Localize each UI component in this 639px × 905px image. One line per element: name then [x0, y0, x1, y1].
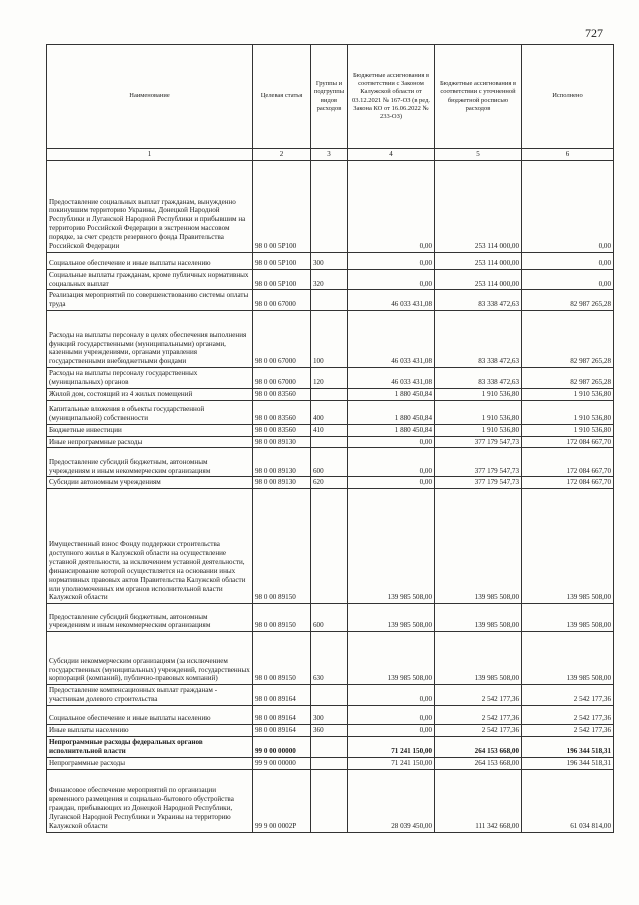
table-row: [47, 632, 614, 685]
row-name-cell: Бюджетные инвестиции: [47, 424, 253, 436]
row-executed-cell: 1 910 536,80: [522, 400, 614, 424]
row-target-article-cell: 98 0 00 67000: [253, 311, 311, 368]
row-target-article-cell: 98 0 00 83560: [253, 388, 311, 400]
row-refined-allocation-cell: 139 985 508,00: [435, 632, 522, 685]
table-row: [47, 736, 614, 757]
table-row: [47, 400, 614, 424]
row-name-cell: Социальное обеспечение и иные выплаты населению: [47, 706, 253, 725]
row-target-article-cell: 98 0 00 89150: [253, 604, 311, 632]
row-name-cell: Субсидии некоммерческим организациям (за исключением государственных (муниципальных) учреждений, государственных корпораций (компаний), публично-правовых компаний): [47, 632, 253, 685]
row-law-allocation-cell: 0,00: [348, 685, 435, 706]
row-law-allocation-cell: 0,00: [348, 252, 435, 269]
column-number: 4: [348, 149, 435, 161]
row-executed-cell: 82 987 265,28: [522, 368, 614, 389]
row-refined-allocation-cell: 377 179 547,73: [435, 436, 522, 448]
column-number: 6: [522, 149, 614, 161]
row-name-cell: Предоставление компенсационных выплат гражданам - участникам долевого строительства: [47, 685, 253, 706]
row-law-allocation-cell: 139 985 508,00: [348, 604, 435, 632]
row-executed-cell: 1 910 536,80: [522, 424, 614, 436]
row-target-article-cell: 98 0 00 83560: [253, 424, 311, 436]
table-row: [47, 757, 614, 769]
row-name-cell: Расходы на выплаты персоналу государственных (муниципальных) органов: [47, 368, 253, 389]
table-row: [47, 489, 614, 604]
row-target-article-cell: 98 0 00 5P100: [253, 252, 311, 269]
row-executed-cell: 139 985 508,00: [522, 632, 614, 685]
row-refined-allocation-cell: 377 179 547,73: [435, 477, 522, 489]
table-row: [47, 706, 614, 725]
row-name-cell: Имущественный взнос Фонду поддержки строительства доступного жилья в Калужской области на осуществление уставной деятельности, за исключением уставной деятельности, финансирование которой осуществляется на основании иных нормативных правовых актов Правительства Калужской области или уполномоченных им органов исполнительной власти Калужской области: [47, 489, 253, 604]
row-executed-cell: 82 987 265,28: [522, 290, 614, 311]
row-target-article-cell: 99 9 00 00000: [253, 757, 311, 769]
row-law-allocation-cell: 0,00: [348, 448, 435, 477]
row-name-cell: Финансовое обеспечение мероприятий по организации временного размещения и социально-бытового обустройства граждан, прибывающих из Донецкой Народной Республики, Луганской Народной Республики и Украины на территорию Калужской области: [47, 769, 253, 832]
row-refined-allocation-cell: 1 910 536,80: [435, 400, 522, 424]
row-name-cell: Социальное обеспечение и иные выплаты населению: [47, 252, 253, 269]
table-row: [47, 685, 614, 706]
row-expense-group-cell: [311, 436, 348, 448]
row-name-cell: Непрограммные расходы федеральных органов исполнительной власти: [47, 736, 253, 757]
table-row: [47, 388, 614, 400]
row-law-allocation-cell: 0,00: [348, 160, 435, 252]
row-law-allocation-cell: 0,00: [348, 436, 435, 448]
row-refined-allocation-cell: 139 985 508,00: [435, 604, 522, 632]
column-number: 5: [435, 149, 522, 161]
row-executed-cell: 196 344 518,31: [522, 736, 614, 757]
column-number: 1: [47, 149, 253, 161]
table-row: [47, 160, 614, 252]
row-refined-allocation-cell: 1 910 536,80: [435, 424, 522, 436]
row-target-article-cell: 98 0 00 83560: [253, 400, 311, 424]
row-executed-cell: 0,00: [522, 252, 614, 269]
row-law-allocation-cell: 1 880 450,84: [348, 388, 435, 400]
row-target-article-cell: 99 9 00 0002P: [253, 769, 311, 832]
row-expense-group-cell: [311, 388, 348, 400]
row-law-allocation-cell: 28 039 450,00: [348, 769, 435, 832]
column-number: 2: [253, 149, 311, 161]
table-row: [47, 424, 614, 436]
row-refined-allocation-cell: 83 338 472,63: [435, 311, 522, 368]
row-target-article-cell: 98 0 00 89164: [253, 725, 311, 737]
row-executed-cell: 0,00: [522, 160, 614, 252]
header-executed: Исполнено: [522, 45, 614, 149]
row-law-allocation-cell: 46 033 431,08: [348, 368, 435, 389]
row-refined-allocation-cell: 2 542 177,36: [435, 706, 522, 725]
row-executed-cell: 172 084 667,70: [522, 436, 614, 448]
row-expense-group-cell: [311, 290, 348, 311]
row-refined-allocation-cell: 83 338 472,63: [435, 368, 522, 389]
table-row: [47, 604, 614, 632]
row-executed-cell: 0,00: [522, 269, 614, 290]
header-expense-group: Группы и подгруппы видов расходов: [311, 45, 348, 149]
table-row: [47, 436, 614, 448]
row-law-allocation-cell: 46 033 431,08: [348, 311, 435, 368]
row-expense-group-cell: 620: [311, 477, 348, 489]
row-expense-group-cell: 360: [311, 725, 348, 737]
row-expense-group-cell: 100: [311, 311, 348, 368]
row-expense-group-cell: 600: [311, 604, 348, 632]
row-expense-group-cell: 120: [311, 368, 348, 389]
row-target-article-cell: 98 0 00 89130: [253, 448, 311, 477]
row-expense-group-cell: 300: [311, 252, 348, 269]
row-refined-allocation-cell: 2 542 177,36: [435, 725, 522, 737]
row-executed-cell: 82 987 265,28: [522, 311, 614, 368]
row-expense-group-cell: 600: [311, 448, 348, 477]
table-row: [47, 769, 614, 832]
column-number: 3: [311, 149, 348, 161]
row-executed-cell: 172 084 667,70: [522, 448, 614, 477]
row-executed-cell: 139 985 508,00: [522, 604, 614, 632]
table-body: [47, 160, 614, 832]
row-target-article-cell: 98 0 00 5P100: [253, 160, 311, 252]
row-target-article-cell: 98 0 00 67000: [253, 290, 311, 311]
row-executed-cell: 139 985 508,00: [522, 489, 614, 604]
header-refined-allocation: Бюджетные ассигнования в соответствии с уточненной бюджетной росписью расходов: [435, 45, 522, 149]
header-law-allocation: Бюджетные ассигнования в соответствии с Законом Калужской области от 03.12.2021 № 167-ОЗ (в ред. Закона КО от 16.06.2022 № 233-ОЗ): [348, 45, 435, 149]
row-executed-cell: 61 034 814,00: [522, 769, 614, 832]
row-name-cell: Расходы на выплаты персоналу в целях обеспечения выполнения функций государственными (муниципальными) органами, казенными учреждениями, органами управления государственными внебюджетными фондами: [47, 311, 253, 368]
row-name-cell: Капитальные вложения в объекты государственной (муниципальной) собственности: [47, 400, 253, 424]
table-row: [47, 252, 614, 269]
row-refined-allocation-cell: 83 338 472,63: [435, 290, 522, 311]
row-expense-group-cell: 400: [311, 400, 348, 424]
table-row: [47, 269, 614, 290]
row-expense-group-cell: [311, 489, 348, 604]
row-name-cell: Предоставление субсидий бюджетным, автономным учреждениям и иным некоммерческим организациям: [47, 604, 253, 632]
row-refined-allocation-cell: 264 153 668,00: [435, 736, 522, 757]
row-target-article-cell: 98 0 00 67000: [253, 368, 311, 389]
header-row: [47, 45, 614, 149]
row-expense-group-cell: 410: [311, 424, 348, 436]
row-name-cell: Субсидии автономным учреждениям: [47, 477, 253, 489]
row-target-article-cell: 99 0 00 00000: [253, 736, 311, 757]
row-expense-group-cell: [311, 757, 348, 769]
row-target-article-cell: 98 0 00 89164: [253, 685, 311, 706]
row-law-allocation-cell: 46 033 431,08: [348, 290, 435, 311]
table-row: [47, 725, 614, 737]
row-law-allocation-cell: 139 985 508,00: [348, 489, 435, 604]
row-expense-group-cell: [311, 685, 348, 706]
row-name-cell: Жилой дом, состоящий из 4 жилых помещений: [47, 388, 253, 400]
row-refined-allocation-cell: 377 179 547,73: [435, 448, 522, 477]
row-executed-cell: 172 084 667,70: [522, 477, 614, 489]
row-law-allocation-cell: 71 241 150,00: [348, 736, 435, 757]
row-expense-group-cell: 320: [311, 269, 348, 290]
row-law-allocation-cell: 0,00: [348, 706, 435, 725]
row-executed-cell: 196 344 518,31: [522, 757, 614, 769]
row-name-cell: Непрограммные расходы: [47, 757, 253, 769]
row-executed-cell: 2 542 177,36: [522, 685, 614, 706]
row-target-article-cell: 98 0 00 89130: [253, 436, 311, 448]
row-refined-allocation-cell: 253 114 000,00: [435, 252, 522, 269]
header-target-article: Целевая статья: [253, 45, 311, 149]
row-name-cell: Предоставление социальных выплат гражданам, вынужденно покинувшим территорию Украины, Донецкой Народной Республики и Луганской Народной Республики и прибывшим на территорию Российской Федерации в экстренном массовом порядке, за счет средств резервного фонда Правительства Российской Федерации: [47, 160, 253, 252]
row-refined-allocation-cell: 2 542 177,36: [435, 685, 522, 706]
row-law-allocation-cell: 0,00: [348, 725, 435, 737]
table-row: [47, 448, 614, 477]
row-name-cell: Иные выплаты населению: [47, 725, 253, 737]
row-target-article-cell: 98 0 00 89130: [253, 477, 311, 489]
row-refined-allocation-cell: 111 342 668,00: [435, 769, 522, 832]
row-target-article-cell: 98 0 00 5P100: [253, 269, 311, 290]
table-row: [47, 311, 614, 368]
budget-table: [46, 44, 614, 833]
row-target-article-cell: 98 0 00 89164: [253, 706, 311, 725]
row-expense-group-cell: 300: [311, 706, 348, 725]
page-number: 727: [585, 26, 603, 40]
row-name-cell: Реализация мероприятий по совершенствованию системы оплаты труда: [47, 290, 253, 311]
table-row: [47, 368, 614, 389]
row-law-allocation-cell: 0,00: [348, 269, 435, 290]
row-target-article-cell: 98 0 00 89150: [253, 632, 311, 685]
row-law-allocation-cell: 71 241 150,00: [348, 757, 435, 769]
table-row: [47, 290, 614, 311]
row-refined-allocation-cell: 253 114 000,00: [435, 269, 522, 290]
row-executed-cell: 1 910 536,80: [522, 388, 614, 400]
row-name-cell: Предоставление субсидий бюджетным, автономным учреждениям и иным некоммерческим организациям: [47, 448, 253, 477]
row-refined-allocation-cell: 253 114 000,00: [435, 160, 522, 252]
row-refined-allocation-cell: 264 153 668,00: [435, 757, 522, 769]
table-row: [47, 477, 614, 489]
row-expense-group-cell: [311, 736, 348, 757]
row-refined-allocation-cell: 1 910 536,80: [435, 388, 522, 400]
row-expense-group-cell: [311, 769, 348, 832]
row-executed-cell: 2 542 177,36: [522, 706, 614, 725]
column-number-row: [47, 149, 614, 161]
row-refined-allocation-cell: 139 985 508,00: [435, 489, 522, 604]
row-law-allocation-cell: 139 985 508,00: [348, 632, 435, 685]
row-expense-group-cell: 630: [311, 632, 348, 685]
header-name: Наименование: [47, 45, 253, 149]
row-target-article-cell: 98 0 00 89150: [253, 489, 311, 604]
row-executed-cell: 2 542 177,36: [522, 725, 614, 737]
row-name-cell: Иные непрограммные расходы: [47, 436, 253, 448]
row-law-allocation-cell: 1 880 450,84: [348, 400, 435, 424]
row-name-cell: Социальные выплаты гражданам, кроме публичных нормативных социальных выплат: [47, 269, 253, 290]
row-law-allocation-cell: 0,00: [348, 477, 435, 489]
row-expense-group-cell: [311, 160, 348, 252]
row-law-allocation-cell: 1 880 450,84: [348, 424, 435, 436]
